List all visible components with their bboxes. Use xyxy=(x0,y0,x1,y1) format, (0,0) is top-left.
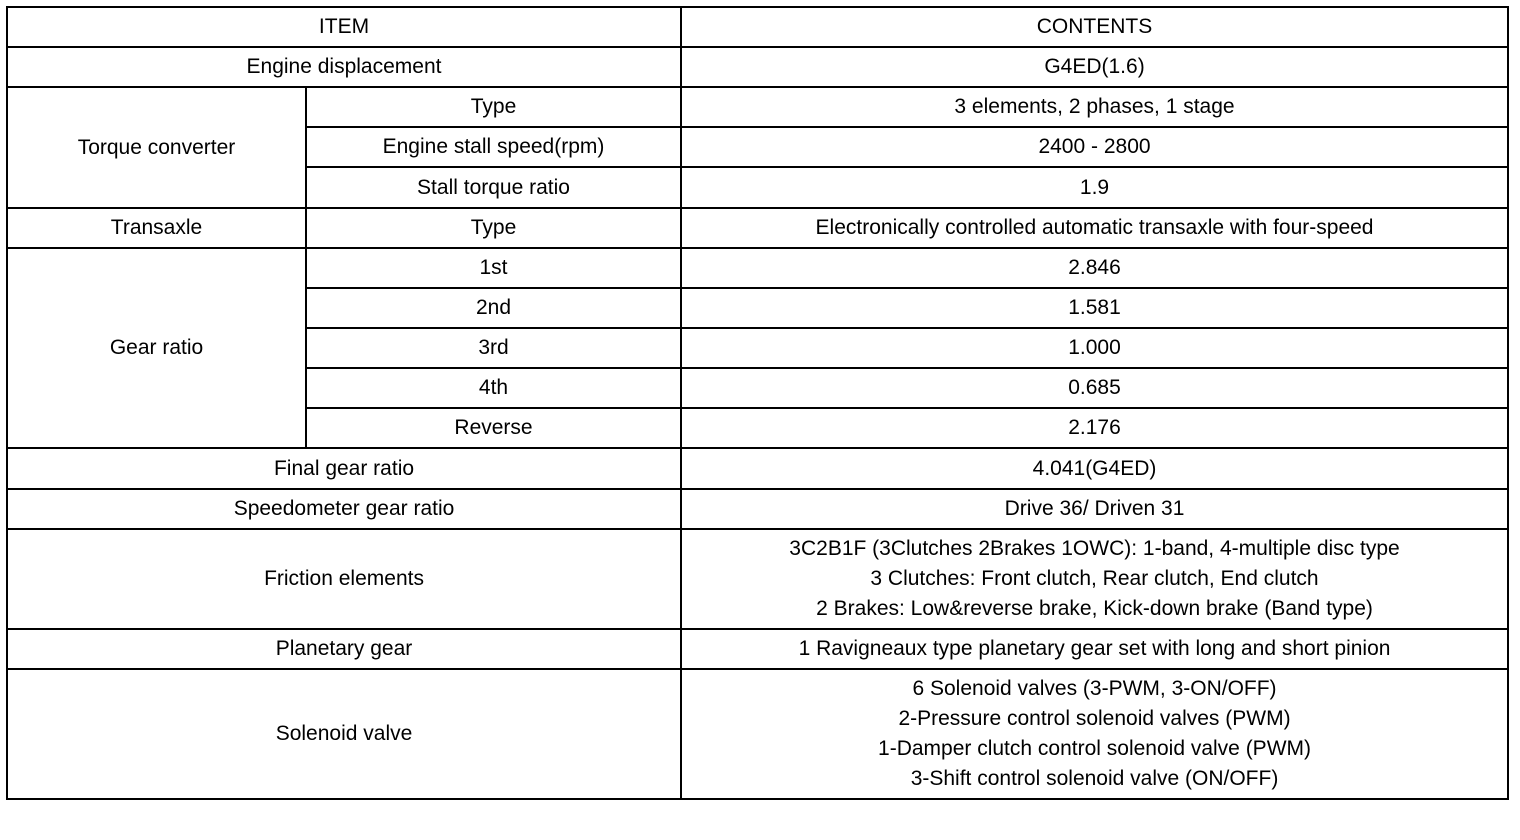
table-row xyxy=(7,669,1508,799)
planetary-gear-label: Planetary gear xyxy=(7,629,681,669)
table-row xyxy=(7,629,1508,669)
solenoid-valve-line: 3-Shift control solenoid valve (ON/OFF) xyxy=(910,767,1279,790)
gear-ratio-sub: 1st xyxy=(306,248,681,288)
friction-elements-line: 3 Clutches: Front clutch, Rear clutch, End clutch xyxy=(870,567,1319,590)
torque-converter-value: 1.9 xyxy=(681,167,1508,208)
gear-ratio-sub: 4th xyxy=(306,368,681,408)
solenoid-valve-line: 1-Damper clutch control solenoid valve (PWM) xyxy=(878,737,1311,760)
speedometer-gear-ratio-label: Speedometer gear ratio xyxy=(7,489,681,529)
table-row xyxy=(7,248,1508,288)
specification-table xyxy=(6,6,1509,800)
torque-converter-sub: Stall torque ratio xyxy=(306,167,681,208)
torque-converter-value: 2400 - 2800 xyxy=(681,127,1508,167)
gear-ratio-label: Gear ratio xyxy=(7,248,306,448)
table-row xyxy=(7,529,1508,629)
gear-ratio-value: 2.846 xyxy=(681,248,1508,288)
header-contents: CONTENTS xyxy=(681,7,1508,47)
engine-displacement-value: G4ED(1.6) xyxy=(681,47,1508,87)
gear-ratio-sub: 3rd xyxy=(306,328,681,368)
gear-ratio-value: 2.176 xyxy=(681,408,1508,448)
friction-elements-line: 3C2B1F (3Clutches 2Brakes 1OWC): 1-band, 4-multiple disc type xyxy=(789,537,1400,560)
gear-ratio-sub: 2nd xyxy=(306,288,681,328)
table-row xyxy=(7,448,1508,489)
speedometer-gear-ratio-value: Drive 36/ Driven 31 xyxy=(681,489,1508,529)
table-row xyxy=(7,208,1508,248)
transaxle-sub: Type xyxy=(306,208,681,248)
gear-ratio-value: 1.581 xyxy=(681,288,1508,328)
final-gear-ratio-value: 4.041(G4ED) xyxy=(681,448,1508,489)
gear-ratio-sub: Reverse xyxy=(306,408,681,448)
solenoid-valve-line: 2-Pressure control solenoid valves (PWM) xyxy=(898,707,1291,730)
solenoid-valve-line: 6 Solenoid valves (3-PWM, 3-ON/OFF) xyxy=(912,677,1277,700)
engine-displacement-label: Engine displacement xyxy=(7,47,681,87)
solenoid-valve-value xyxy=(681,669,1508,799)
header-row xyxy=(7,7,1508,47)
torque-converter-sub: Type xyxy=(306,87,681,127)
torque-converter-label: Torque converter xyxy=(7,87,306,208)
transaxle-value: Electronically controlled automatic transaxle with four-speed xyxy=(681,208,1508,248)
planetary-gear-value: 1 Ravigneaux type planetary gear set with long and short pinion xyxy=(681,629,1508,669)
gear-ratio-value: 1.000 xyxy=(681,328,1508,368)
torque-converter-sub: Engine stall speed(rpm) xyxy=(306,127,681,167)
table-row xyxy=(7,87,1508,127)
friction-elements-line: 2 Brakes: Low&reverse brake, Kick-down brake (Band type) xyxy=(816,597,1373,620)
transaxle-label: Transaxle xyxy=(7,208,306,248)
friction-elements-value xyxy=(681,529,1508,629)
table-row xyxy=(7,47,1508,87)
friction-elements-label: Friction elements xyxy=(7,529,681,629)
final-gear-ratio-label: Final gear ratio xyxy=(7,448,681,489)
gear-ratio-value: 0.685 xyxy=(681,368,1508,408)
header-item: ITEM xyxy=(7,7,681,47)
solenoid-valve-label: Solenoid valve xyxy=(7,669,681,799)
table-row xyxy=(7,489,1508,529)
torque-converter-value: 3 elements, 2 phases, 1 stage xyxy=(681,87,1508,127)
